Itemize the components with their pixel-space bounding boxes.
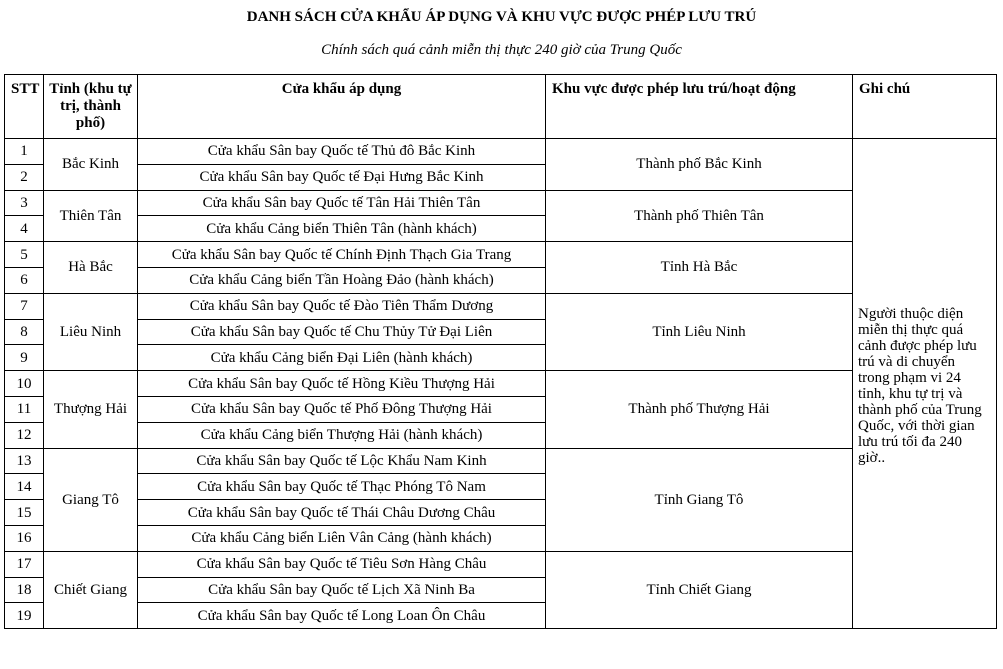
cell-stt: 5	[5, 242, 44, 268]
border-gates-table	[4, 74, 997, 629]
document-subtitle: Chính sách quá cảnh miễn thị thực 240 giờ của Trung Quốc	[321, 42, 682, 58]
cell-area: Thành phố Thượng Hải	[546, 371, 853, 448]
cell-gate: Cửa khẩu Sân bay Quốc tế Hồng Kiều Thượng Hải	[138, 371, 546, 397]
cell-stt: 3	[5, 190, 44, 216]
cell-gate: Cửa khẩu Cảng biển Thượng Hải (hành khách)	[138, 422, 546, 448]
cell-gate: Cửa khẩu Sân bay Quốc tế Lộc Khẩu Nam Kinh	[138, 448, 546, 474]
cell-gate: Cửa khẩu Sân bay Quốc tế Chu Thủy Tử Đại Liên	[138, 319, 546, 345]
cell-stt: 15	[5, 500, 44, 526]
cell-province: Hà Bắc	[44, 242, 138, 294]
cell-stt: 19	[5, 603, 44, 629]
cell-stt: 12	[5, 422, 44, 448]
cell-stt: 8	[5, 319, 44, 345]
cell-gate: Cửa khẩu Sân bay Quốc tế Thạc Phóng Tô Nam	[138, 474, 546, 500]
cell-province: Thượng Hải	[44, 371, 138, 448]
cell-stt: 18	[5, 577, 44, 603]
table-row	[5, 242, 997, 268]
header-gate: Cửa khẩu áp dụng	[138, 75, 546, 139]
table-row	[5, 551, 997, 577]
header-area: Khu vực được phép lưu trú/hoạt động	[546, 75, 853, 139]
cell-area: Tỉnh Giang Tô	[546, 448, 853, 551]
table-row	[5, 139, 997, 165]
cell-province: Giang Tô	[44, 448, 138, 551]
cell-stt: 14	[5, 474, 44, 500]
cell-gate: Cửa khẩu Sân bay Quốc tế Chính Định Thạch Gia Trang	[138, 242, 546, 268]
table-row	[5, 448, 997, 474]
cell-province: Chiết Giang	[44, 551, 138, 628]
cell-gate: Cửa khẩu Cảng biển Tần Hoàng Đảo (hành khách)	[138, 267, 546, 293]
cell-gate: Cửa khẩu Cảng biển Liên Vân Cảng (hành khách)	[138, 525, 546, 551]
table-row	[5, 190, 997, 216]
cell-gate: Cửa khẩu Sân bay Quốc tế Long Loan Ôn Châu	[138, 603, 546, 629]
cell-gate: Cửa khẩu Sân bay Quốc tế Đào Tiên Thẩm Dương	[138, 293, 546, 319]
table-row	[5, 293, 997, 319]
cell-gate: Cửa khẩu Sân bay Quốc tế Thủ đô Bắc Kinh	[138, 139, 546, 165]
cell-gate: Cửa khẩu Cảng biển Đại Liên (hành khách)	[138, 345, 546, 371]
cell-area: Tỉnh Chiết Giang	[546, 551, 853, 628]
cell-gate: Cửa khẩu Sân bay Quốc tế Lịch Xã Ninh Ba	[138, 577, 546, 603]
cell-area: Tỉnh Liêu Ninh	[546, 293, 853, 370]
cell-stt: 17	[5, 551, 44, 577]
cell-stt: 1	[5, 139, 44, 165]
cell-gate: Cửa khẩu Sân bay Quốc tế Phố Đông Thượng Hải	[138, 396, 546, 422]
cell-province: Thiên Tân	[44, 190, 138, 242]
cell-area: Tỉnh Hà Bắc	[546, 242, 853, 294]
cell-stt: 13	[5, 448, 44, 474]
cell-area: Thành phố Bắc Kinh	[546, 139, 853, 191]
header-note: Ghi chú	[853, 75, 997, 139]
cell-province: Liêu Ninh	[44, 293, 138, 370]
cell-stt: 6	[5, 267, 44, 293]
cell-gate: Cửa khẩu Cảng biển Thiên Tân (hành khách)	[138, 216, 546, 242]
table-header-row	[5, 75, 997, 139]
cell-gate: Cửa khẩu Sân bay Quốc tế Đại Hưng Bắc Kinh	[138, 164, 546, 190]
cell-province: Bắc Kinh	[44, 139, 138, 191]
cell-stt: 4	[5, 216, 44, 242]
cell-stt: 7	[5, 293, 44, 319]
cell-gate: Cửa khẩu Sân bay Quốc tế Tân Hải Thiên Tân	[138, 190, 546, 216]
table-row	[5, 371, 997, 397]
header-province: Tỉnh (khu tự trị, thành phố)	[44, 75, 138, 139]
cell-gate: Cửa khẩu Sân bay Quốc tế Tiêu Sơn Hàng Châu	[138, 551, 546, 577]
header-stt: STT	[5, 75, 44, 139]
table-body	[5, 139, 997, 629]
document-title: DANH SÁCH CỬA KHẨU ÁP DỤNG VÀ KHU VỰC ĐƯỢC PHÉP LƯU TRÚ	[246, 9, 757, 25]
cell-stt: 16	[5, 525, 44, 551]
cell-stt: 2	[5, 164, 44, 190]
cell-note: Người thuộc diện miễn thị thực quá cảnh được phép lưu trú và di chuyển trong phạm vi 24 tỉnh, khu tự trị và thành phố của Trung Quốc, với thời gian lưu trú tối đa 240 giờ..	[853, 139, 997, 629]
cell-stt: 10	[5, 371, 44, 397]
cell-stt: 9	[5, 345, 44, 371]
cell-area: Thành phố Thiên Tân	[546, 190, 853, 242]
cell-gate: Cửa khẩu Sân bay Quốc tế Thái Châu Dương Châu	[138, 500, 546, 526]
cell-stt: 11	[5, 396, 44, 422]
